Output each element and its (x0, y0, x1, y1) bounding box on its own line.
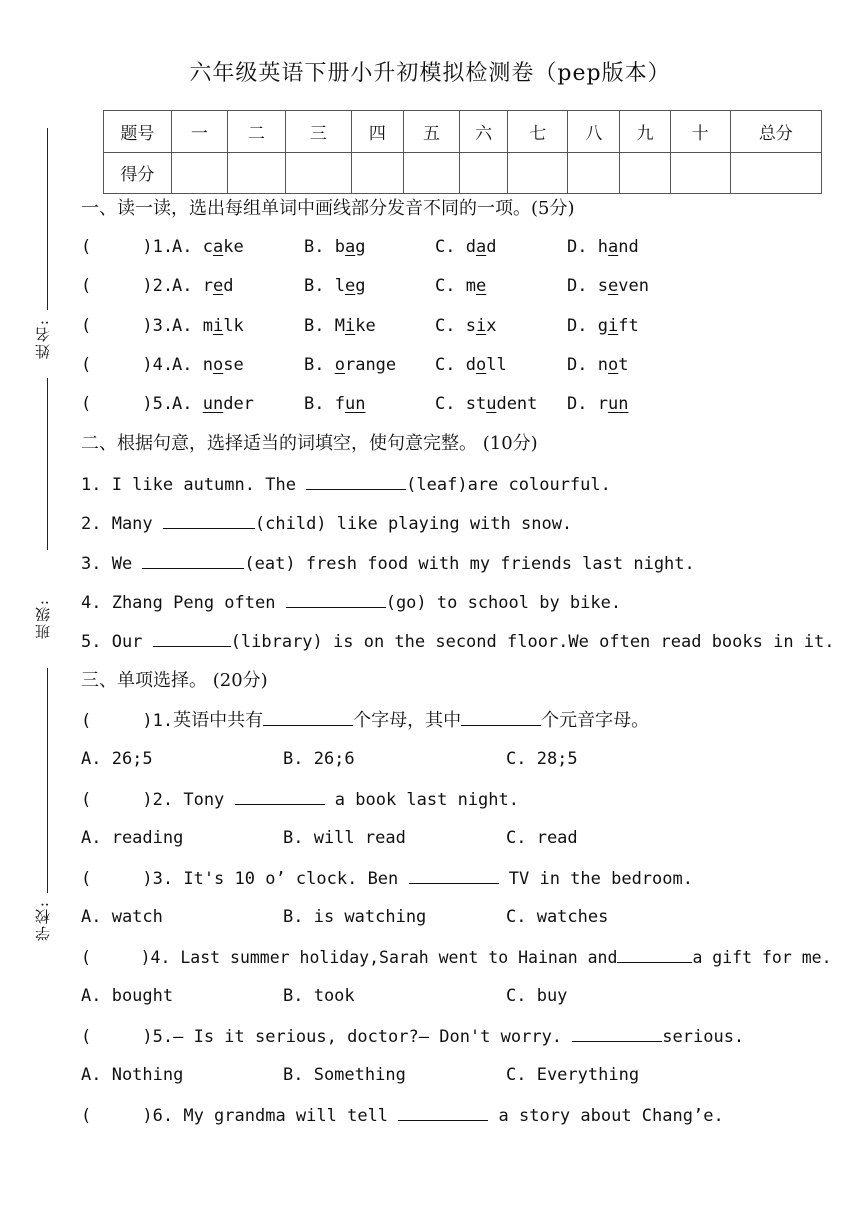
score-cell[interactable] (403, 152, 459, 194)
class-label: 班级: (34, 598, 52, 640)
s3-question-3: ( )3. It's 10 o’ clock. Ben TV in the bedroom. (81, 869, 693, 889)
score-row-label: 得分 (104, 152, 172, 194)
answer-blank[interactable] (163, 512, 255, 529)
option-c[interactable]: C. 28;5 (506, 749, 578, 769)
section2-heading: 二、根据句意，选择适当的词填空，使句意完整。 (10分) (81, 433, 538, 454)
s2-question: 3. We (eat) fresh food with my friends last night. (81, 553, 695, 574)
answer-blank[interactable] (306, 473, 406, 490)
answer-blank[interactable] (142, 552, 244, 569)
option-d[interactable]: D. seven (567, 276, 649, 297)
score-cell[interactable] (227, 152, 285, 194)
option-c[interactable]: C. read (506, 828, 578, 848)
option-c[interactable]: C. doll (435, 354, 507, 375)
option-c[interactable]: C. buy (506, 986, 568, 1006)
option-c[interactable]: C. dad (435, 237, 497, 257)
score-header-cell: 二 (227, 111, 285, 153)
option-a[interactable]: A. watch (81, 907, 163, 927)
s3-question-5: ( )5.— Is it serious, doctor?— Don't worry. serious. (81, 1027, 745, 1047)
option-c[interactable]: C. watches (506, 907, 609, 927)
score-cell[interactable] (568, 152, 620, 194)
option-a[interactable]: A. cake (172, 237, 244, 257)
option-a[interactable]: A. red (172, 276, 234, 297)
score-header-cell: 七 (508, 111, 568, 153)
s3-question-4: ( )4. Last summer holiday,Sarah went to Hainan and a gift for me. (81, 948, 832, 967)
score-header-cell: 五 (403, 111, 459, 153)
score-cell[interactable] (351, 152, 403, 194)
question-number: ( )4. (81, 354, 174, 375)
score-header-cell: 九 (620, 111, 670, 153)
score-cell[interactable] (670, 152, 730, 194)
score-header-cell: 十 (670, 111, 730, 153)
option-b[interactable]: B. bag (304, 237, 366, 257)
option-c[interactable]: C. student (435, 394, 538, 415)
option-b[interactable]: B. is watching (283, 907, 427, 927)
option-b[interactable]: B. 26;6 (283, 749, 355, 769)
option-d[interactable]: D. not (567, 354, 629, 375)
option-a[interactable]: A. Nothing (81, 1065, 184, 1085)
option-c[interactable]: C. me (435, 276, 487, 297)
score-cell[interactable] (620, 152, 670, 194)
score-header-label: 题号 (104, 111, 172, 153)
option-b[interactable]: B. leg (304, 276, 366, 297)
option-a[interactable]: A. milk (172, 315, 244, 336)
option-b[interactable]: B. took (283, 986, 355, 1006)
score-cell[interactable] (171, 152, 227, 194)
s2-question: 5. Our (library) is on the second floor.We often read books in it. (81, 632, 835, 653)
binding-margin (0, 0, 80, 1217)
score-cell[interactable] (285, 152, 351, 194)
page-title: 六年级英语下册小升初模拟检测卷（pep版本） (189, 61, 671, 86)
option-a[interactable]: A. 26;5 (81, 749, 153, 769)
option-d[interactable]: D. hand (567, 237, 639, 257)
s2-question: 1. I like autumn. The (leaf)are colourful. (81, 475, 611, 495)
s3-question-2: ( )2. Tony a book last night. (81, 790, 519, 810)
score-table (103, 110, 822, 194)
s3-question-1: ( )1.英语中共有 个字母，其中 个元音字母。 (81, 710, 650, 731)
option-b[interactable]: B. orange (304, 354, 397, 375)
score-header-cell: 一 (171, 111, 227, 153)
option-a[interactable]: A. nose (172, 354, 244, 375)
option-b[interactable]: B. will read (283, 828, 406, 848)
option-b[interactable]: B. fun (304, 394, 366, 415)
score-value-row (104, 152, 822, 194)
answer-blank[interactable] (286, 591, 386, 608)
option-d[interactable]: D. run (567, 394, 629, 415)
option-b[interactable]: B. Mike (304, 315, 376, 336)
option-b[interactable]: B. Something (283, 1065, 406, 1085)
s3-question-6: ( )6. My grandma will tell a story about Chang’e. (81, 1106, 724, 1126)
question-number: ( )2. (81, 276, 174, 297)
score-total-header: 总分 (730, 111, 821, 153)
score-header-cell: 八 (568, 111, 620, 153)
section1-heading: 一、读一读，选出每组单词中画线部分发音不同的一项。(5分) (81, 198, 575, 219)
option-a[interactable]: A. under (172, 394, 254, 415)
score-cell[interactable] (460, 152, 508, 194)
s2-question: 4. Zhang Peng often (go) to school by bike. (81, 592, 622, 613)
option-a[interactable]: A. bought (81, 986, 174, 1006)
score-cell[interactable] (730, 152, 821, 194)
option-c[interactable]: C. six (435, 315, 497, 336)
name-line (47, 128, 48, 310)
score-cell[interactable] (508, 152, 568, 194)
s2-question: 2. Many (child) like playing with snow. (81, 514, 573, 535)
score-header-row (104, 111, 822, 153)
class-line (47, 668, 48, 893)
score-header-cell: 六 (460, 111, 508, 153)
question-number: ( )1. (81, 237, 174, 257)
divider-line (47, 378, 48, 550)
score-header-cell: 四 (351, 111, 403, 153)
option-a[interactable]: A. reading (81, 828, 184, 848)
section3-heading: 三、单项选择。 (20分) (81, 670, 268, 691)
question-number: ( )5. (81, 394, 174, 415)
score-header-cell: 三 (285, 111, 351, 153)
option-c[interactable]: C. Everything (506, 1065, 640, 1085)
name-label: 姓名: (34, 318, 52, 360)
question-number: ( )3. (81, 315, 174, 336)
option-d[interactable]: D. gift (567, 315, 639, 336)
answer-blank[interactable] (153, 630, 231, 647)
school-label: 学校: (34, 900, 52, 942)
